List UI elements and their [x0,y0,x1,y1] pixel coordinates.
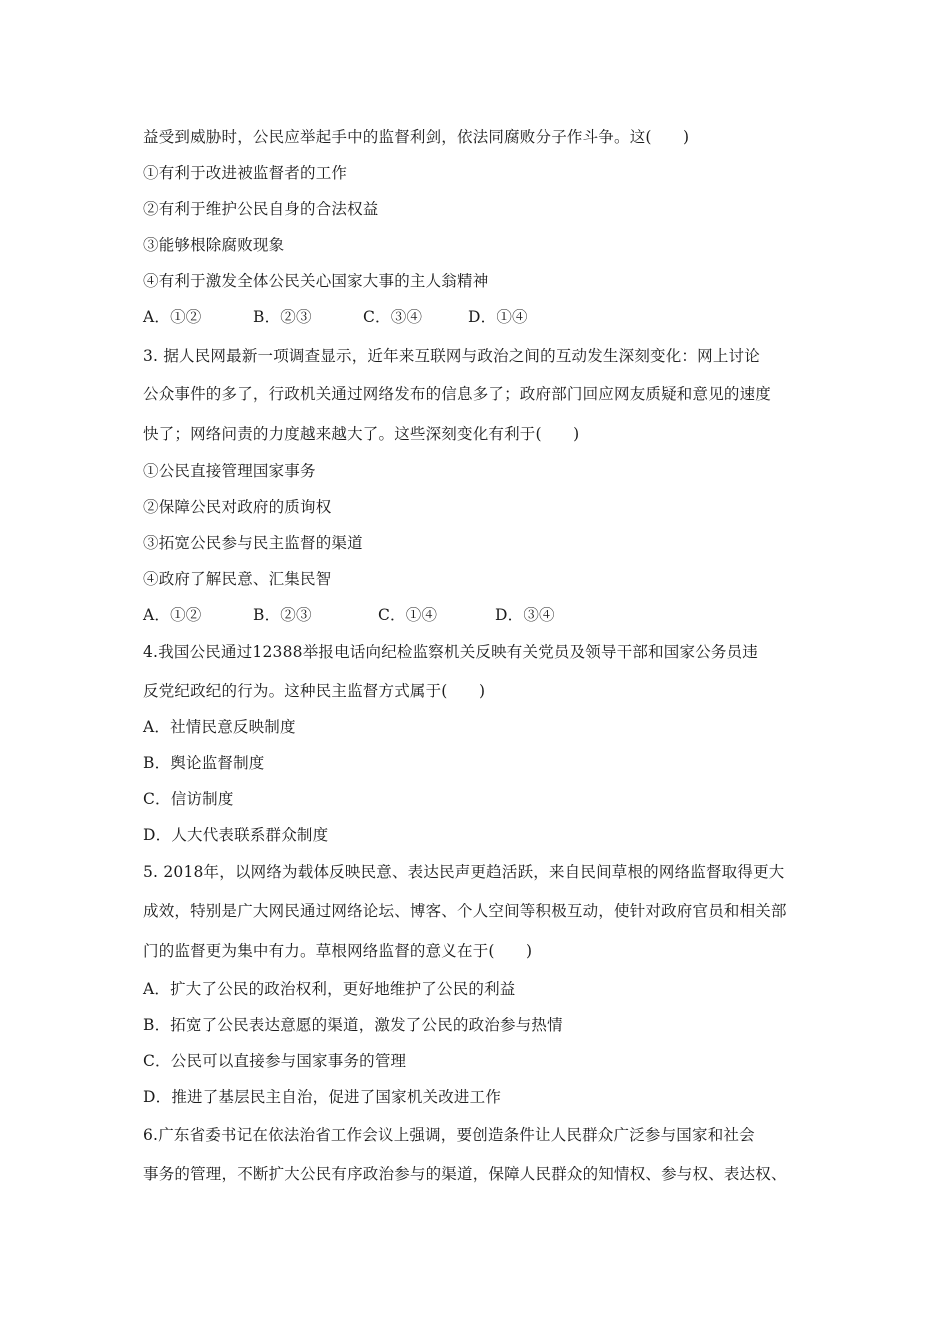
q4-option-a: A．社情民意反映制度 [143,718,296,736]
q3-options [143,605,555,625]
q2-statement-3: ③能够根除腐败现象 [143,236,285,254]
q4-stem-line-1: 4.我国公民通过12388举报电话向纪检监察机关反映有关党员及领导干部和国家公务员违 [143,643,758,661]
q6-stem-line-2: 事务的管理，不断扩大公民有序政治参与的渠道，保障人民群众的知情权、参与权、表达权、 [143,1165,787,1183]
q3-stem-line-3: 快了；网络问责的力度越来越大了。这些深刻变化有利于( ) [143,425,580,443]
q3-statement-1: ①公民直接管理国家事务 [143,462,316,480]
q5-stem-line-2: 成效，特别是广大网民通过网络论坛、博客、个人空间等积极互动，使针对政府官员和相关部 [143,902,787,920]
q4-stem-line-2: 反党纪政纪的行为。这种民主监督方式属于( ) [143,682,486,700]
q2-stem-line: 益受到威胁时，公民应举起手中的监督利剑，依法同腐败分子作斗争。这( ) [143,128,690,146]
q2-option-d: D．①④ [468,308,528,326]
q3-option-b: B．②③ [253,606,312,624]
q4-option-c: C．信访制度 [143,790,234,808]
q3-stem-line-2: 公众事件的多了，行政机关通过网络发布的信息多了；政府部门回应网友质疑和意见的速度 [143,385,772,403]
q3-statement-4: ④政府了解民意、汇集民智 [143,570,332,588]
q5-option-b: B．拓宽了公民表达意愿的渠道，激发了公民的政治参与热情 [143,1016,563,1034]
q2-statement-2: ②有利于维护公民自身的合法权益 [143,200,379,218]
q3-statement-3: ③拓宽公民参与民主监督的渠道 [143,534,363,552]
q3-stem-line-1: 3. 据人民网最新一项调查显示，近年来互联网与政治之间的互动发生深刻变化：网上讨论 [143,347,760,365]
q2-options [143,307,528,327]
q3-statement-2: ②保障公民对政府的质询权 [143,498,332,516]
q3-option-a: A．①② [143,606,202,624]
q4-option-d: D．人大代表联系群众制度 [143,826,329,844]
q2-statement-4: ④有利于激发全体公民关心国家大事的主人翁精神 [143,272,489,290]
q2-option-c: C．③④ [363,308,423,326]
q5-option-d: D．推进了基层民主自治，促进了国家机关改进工作 [143,1088,502,1106]
q2-option-b: B．②③ [253,308,312,326]
q5-option-c: C．公民可以直接参与国家事务的管理 [143,1052,407,1070]
q4-option-b: B．舆论监督制度 [143,754,265,772]
q5-stem-line-3: 门的监督更为集中有力。草根网络监督的意义在于( ) [143,942,533,960]
q2-option-a: A．①② [143,308,202,326]
q3-option-d: D．③④ [495,606,555,624]
q6-stem-line-1: 6.广东省委书记在依法治省工作会议上强调，要创造条件让人民群众广泛参与国家和社会 [143,1126,755,1144]
q5-stem-line-1: 5. 2018年，以网络为载体反映民意、表达民声更趋活跃，来自民间草根的网络监督取得更大 [143,863,785,881]
q2-statement-1: ①有利于改进被监督者的工作 [143,164,348,182]
q5-option-a: A．扩大了公民的政治权利，更好地维护了公民的利益 [143,980,516,998]
q3-option-c: C．①④ [378,606,438,624]
